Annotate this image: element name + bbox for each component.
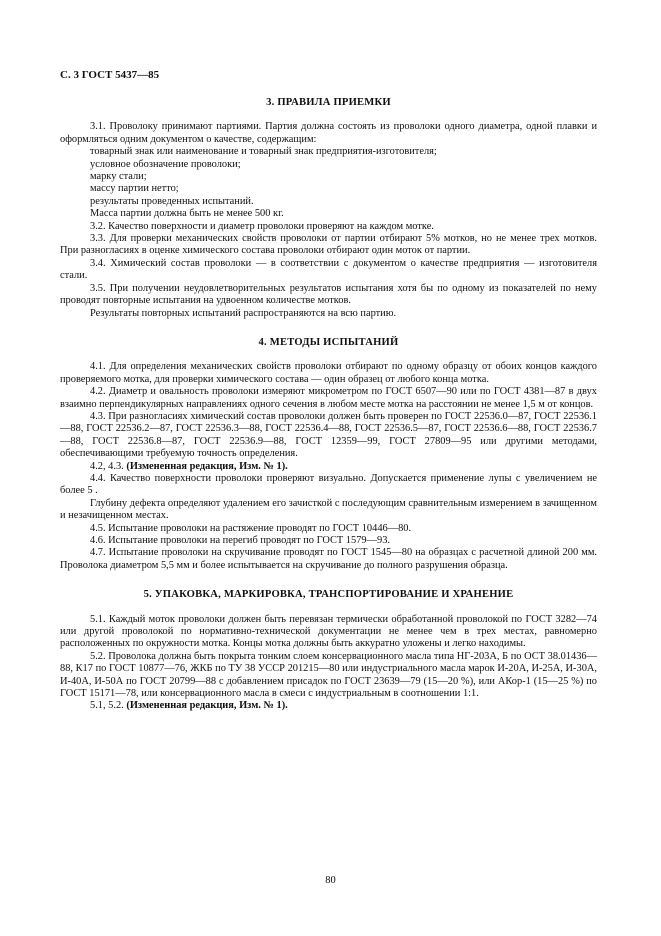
edition-note-text: (Измененная редакция, Изм. № 1).	[126, 460, 288, 472]
list-item: товарный знак или наименование и товарный знак предприятия-изготовителя;	[90, 146, 437, 158]
paragraph-4-5: 4.5. Испытание проволоки на растяжение проводят по ГОСТ 10446—80.	[90, 522, 412, 534]
edition-note-5	[60, 700, 597, 712]
page-number: 80	[325, 875, 336, 886]
edition-note-4	[60, 461, 597, 473]
paragraph-defect-depth: Глубину дефекта определяют удалением его зачисткой с последующим сравнительным измерением в зачищенном и незачищенном местах.	[60, 497, 597, 522]
section-4-title: 4. МЕТОДЫ ИСПЫТАНИЙ	[258, 336, 399, 348]
paragraph-4-7: 4.7. Испытание проволоки на скручивание проводят по ГОСТ 1545—80 на образцах с расчетной длиной 200 мм. Проволока диаметром 5,5 мм и более испытывается на скручивание до полного разрушения образца.	[60, 547, 597, 571]
paragraph-3-5: 3.5. При получении неудовлетворительных результатов испытания хотя бы по одному из показателей по нему проводят повторные испытания на удвоенном количестве мотков.	[60, 282, 597, 307]
paragraph-3-4: 3.4. Химический состав проволоки — в соответствии с документом о качестве предприятия — изготовителя стали.	[60, 257, 597, 282]
list-item: результаты проведенных испытаний.	[90, 195, 254, 207]
paragraph-4-1: 4.1. Для определения механических свойств проволоки отбирают по одному образцу от обоих концов каждого проверяемого мотка, для проверки химического состава — один образец от любого конца мотка.	[60, 361, 597, 385]
running-title: С. 3 ГОСТ 5437—85	[60, 69, 160, 81]
paragraph-4-2: 4.2. Диаметр и овальность проволоки измеряют микрометром по ГОСТ 6507—90 или по ГОСТ 4381—87 в двух взаимно перпендикулярных направлениях одного сечения в любом месте мотка на расстоянии не менее 1,5 м от концов.	[60, 386, 597, 410]
edition-note-prefix: 5.1, 5.2.	[90, 700, 127, 712]
paragraph-4-3: 4.3. При разногласиях химический состав проволоки должен быть проверен по ГОСТ 22536.0—87, ГОСТ 22536.1—88, ГОСТ 22536.2—87, ГОСТ 22536.3—88, ГОСТ 22536.4—88, ГОСТ 22536.5—87, ГОСТ 22536.6—88, ГОСТ 22536.7—88, ГОСТ 22536.8—87, ГОСТ 22536.9—88, ГОСТ 12359—99, ГОСТ 27809—95 или другими методами, обеспечивающими требуемую точность определения.	[60, 410, 597, 460]
paragraph-retest-results: Результаты повторных испытаний распространяются на всю партию.	[90, 307, 397, 319]
paragraph-5-1: 5.1. Каждый моток проволоки должен быть перевязан термически обработанной проволокой по ГОСТ 3282—74 или другой проволокой по нормативно-технической документации не менее чем в трех местах, равномерно расположенных по окружности мотка. Концы мотка должны быть аккуратно уложены и легко находимы.	[60, 613, 597, 650]
list-item: массу партии нетто;	[90, 183, 179, 195]
list-item: марку стали;	[90, 171, 147, 183]
edition-note-text: (Измененная редакция, Изм. № 1).	[126, 700, 288, 712]
paragraph-3-3: 3.3. Для проверки механических свойств проволоки от партии отбирают 5% мотков, но не менее трех мотков. При разногласиях в оценке химического состава проволоки отбирают один моток от партии.	[60, 233, 597, 257]
paragraph-batch-mass: Масса партии должна быть не менее 500 кг.	[90, 208, 284, 220]
paragraph-3-1: 3.1. Проволоку принимают партиями. Партия должна состоять из проволоки одного диаметра, одной плавки и оформляться одним документом о качестве, содержащим:	[60, 121, 597, 145]
edition-note-prefix: 4.2, 4.3.	[90, 460, 127, 472]
section-5-title: 5. УПАКОВКА, МАРКИРОВКА, ТРАНСПОРТИРОВАНИЕ И ХРАНЕНИЕ	[143, 589, 514, 601]
paragraph-4-6: 4.6. Испытание проволоки на перегиб проводят по ГОСТ 1579—93.	[90, 535, 390, 546]
paragraph-5-2: 5.2. Проволока должна быть покрыта тонким слоем консервационного масла типа НГ-203А, Б по ОСТ 38.01436—88, К17 по ГОСТ 10877—76, ЖКБ по ТУ 38 УССР 201215—80 или индустриального масла марок И-20А, И-25А, И-30А, И-40А, И-50А по ГОСТ 20799—88 с добавлением присадок по ГОСТ 23639—79 (15—20 %), или АКор-1 (15—25 %) по ГОСТ 15171—78, или консервационного масла в смеси с индустриальным в соотношении 1:1.	[60, 650, 597, 700]
paragraph-3-2: 3.2. Качество поверхности и диаметр проволоки проверяют на каждом мотке.	[90, 220, 434, 232]
page-content	[60, 97, 597, 713]
paragraph-4-4: 4.4. Качество поверхности проволоки проверяют визуально. Допускается применение лупы с увеличением не более 5 .	[60, 472, 597, 497]
list-item: условное обозначение проволоки;	[90, 158, 241, 170]
section-3-title: 3. ПРАВИЛА ПРИЕМКИ	[266, 97, 391, 108]
